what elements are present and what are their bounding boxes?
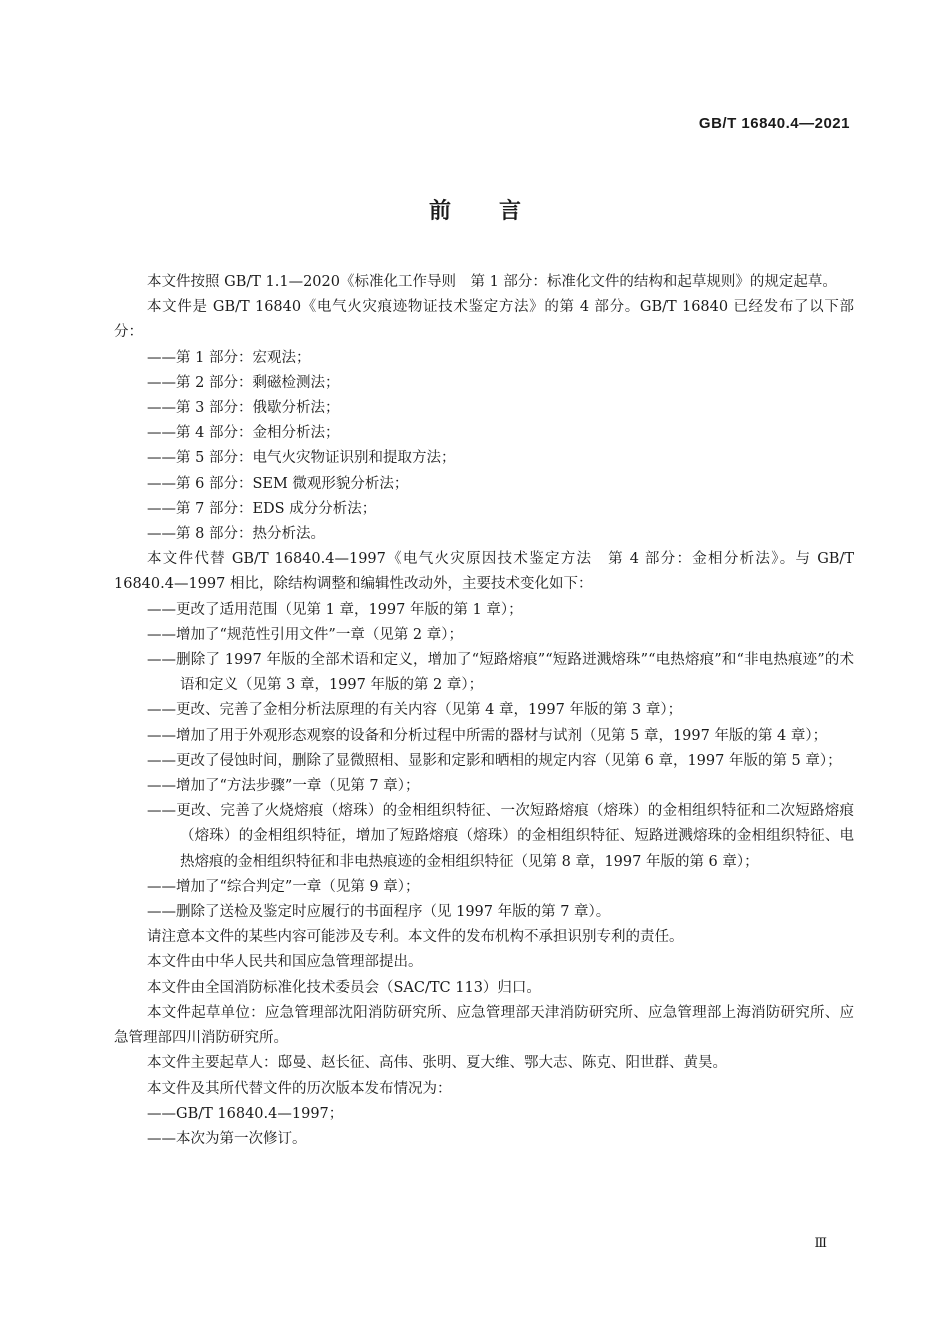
- list-dash: ——: [147, 904, 176, 921]
- paragraph: [114, 1077, 854, 1102]
- paragraph-text: 增加了用于外观形态观察的设备和分析过程中所需的器材与试剂（见第 5 章，1997 年版的第 4 章）；: [176, 727, 828, 744]
- paragraph-text: 第 8 部分：热分析法。: [176, 526, 325, 543]
- list-dash: ——: [147, 626, 176, 643]
- paragraph-text: 第 6 部分：SEM 微观形貌分析法；: [176, 475, 409, 492]
- list-dash: ——: [147, 601, 176, 618]
- list-item: [114, 421, 854, 446]
- list-item: [114, 774, 854, 799]
- paragraph-text: 第 3 部分：俄歇分析法；: [176, 400, 340, 417]
- list-dash: ——: [147, 803, 176, 820]
- paragraph-text: 第 5 部分：电气火灾物证识别和提取方法；: [176, 450, 456, 467]
- paragraph-text: 本文件及其所代替文件的历次版本发布情况为：: [147, 1080, 452, 1097]
- list-dash: ——: [147, 778, 176, 795]
- page-number: Ⅲ: [814, 1236, 826, 1251]
- paragraph: [114, 1051, 854, 1076]
- list-dash: ——: [147, 500, 176, 517]
- list-item: [114, 346, 854, 371]
- list-item: [114, 900, 854, 925]
- list-item: [114, 749, 854, 774]
- list-dash: ——: [147, 702, 176, 719]
- list-dash: ——: [147, 526, 176, 543]
- paragraph-text: 第 2 部分：剩磁检测法；: [176, 374, 340, 391]
- list-dash: ——: [147, 425, 176, 442]
- list-dash: ——: [147, 878, 176, 895]
- list-item: [114, 472, 854, 497]
- list-dash: ——: [147, 1105, 176, 1122]
- list-item: [114, 648, 854, 698]
- list-item: [114, 371, 854, 396]
- paragraph-text: 本文件按照 GB/T 1.1—2020《标准化工作导则 第 1 部分：标准化文件的结构和起草规则》的规定起草。: [147, 274, 837, 290]
- page-title: 前言: [428, 199, 569, 224]
- paragraph-text: 本文件代替 GB/T 16840.4—1997《电气火灾原因技术鉴定方法 第 4 部分：金相分析法》。与 GB/T 16840.4—1997 相比，除结构调整和编辑性改动外，主要技术变化如下：: [114, 551, 854, 593]
- paragraph-text: 增加了“综合判定”一章（见第 9 章）；: [176, 878, 420, 895]
- list-dash: ——: [147, 349, 176, 366]
- standard-code: GB/T 16840.4—2021: [698, 115, 850, 132]
- paragraph-text: 增加了“规范性引用文件”一章（见第 2 章）；: [176, 626, 464, 643]
- paragraph: [114, 270, 854, 295]
- list-item: [114, 799, 854, 875]
- list-item: [114, 698, 854, 723]
- paragraph-text: 更改、完善了火烧熔痕（熔珠）的金相组织特征、一次短路熔痕（熔珠）的金相组织特征和二次短路熔痕（熔珠）的金相组织特征，增加了短路熔痕（熔珠）的金相组织特征、短路迸溅熔珠的金相组织特征、电热熔痕的金相组织特征和非电热痕迹的金相组织特征（见第 8 章，1997 年版的第 6 章）；: [176, 803, 854, 870]
- list-dash: ——: [147, 374, 176, 391]
- list-item: [114, 522, 854, 547]
- foreword-body: [114, 270, 854, 1152]
- paragraph-text: 删除了 1997 年版的全部术语和定义，增加了“短路熔痕”“短路迸溅熔珠”“电热熔痕”和“非电热痕迹”的术语和定义（见第 3 章，1997 年版的第 2 章）；: [176, 652, 854, 694]
- list-dash: ——: [147, 652, 176, 669]
- paragraph-text: 更改了侵蚀时间，删除了显微照相、显影和定影和晒相的规定内容（见第 6 章，1997 年版的第 5 章）；: [176, 752, 842, 769]
- paragraph: [114, 295, 854, 345]
- list-item: [114, 875, 854, 900]
- paragraph: [114, 547, 854, 597]
- list-item: [114, 623, 854, 648]
- list-dash: ——: [147, 1130, 176, 1147]
- paragraph-text: 删除了送检及鉴定时应履行的书面程序（见 1997 年版的第 7 章）。: [176, 904, 611, 921]
- list-dash: ——: [147, 475, 176, 492]
- paragraph-text: 本文件是 GB/T 16840《电气火灾痕迹物证技术鉴定方法》的第 4 部分。GB/T 16840 已经发布了以下部分：: [114, 299, 854, 341]
- list-dash: ——: [147, 400, 176, 417]
- list-item: [114, 396, 854, 421]
- list-item: [114, 1102, 854, 1127]
- paragraph-text: 请注意本文件的某些内容可能涉及专利。本文件的发布机构不承担识别专利的责任。: [147, 929, 684, 946]
- paragraph-text: 更改了适用范围（见第 1 章，1997 年版的第 1 章）；: [176, 601, 523, 618]
- list-item: [114, 598, 854, 623]
- list-item: [114, 1127, 854, 1152]
- list-dash: ——: [147, 727, 176, 744]
- paragraph: [114, 1001, 854, 1051]
- list-dash: ——: [147, 752, 176, 769]
- paragraph-text: 第 1 部分：宏观法；: [176, 349, 311, 366]
- paragraph-text: 第 7 部分：EDS 成分分析法；: [176, 500, 377, 517]
- paragraph-text: 增加了“方法步骤”一章（见第 7 章）；: [176, 778, 420, 795]
- list-item: [114, 497, 854, 522]
- paragraph: [114, 976, 854, 1001]
- paragraph-text: 本文件主要起草人：邸曼、赵长征、高伟、张明、夏大维、鄂大志、陈克、阳世群、黄昊。: [147, 1055, 727, 1072]
- paragraph-text: 本次为第一次修订。: [176, 1130, 307, 1147]
- paragraph-text: GB/T 16840.4—1997；: [176, 1105, 344, 1122]
- paragraph-text: 本文件由全国消防标准化技术委员会（SAC/TC 113）归口。: [147, 979, 541, 996]
- list-dash: ——: [147, 450, 176, 467]
- list-item: [114, 446, 854, 471]
- paragraph-text: 本文件由中华人民共和国应急管理部提出。: [147, 954, 423, 971]
- paragraph: [114, 925, 854, 950]
- paragraph-text: 本文件起草单位：应急管理部沈阳消防研究所、应急管理部天津消防研究所、应急管理部上海消防研究所、应急管理部四川消防研究所。: [114, 1004, 854, 1047]
- paragraph-text: 第 4 部分：金相分析法；: [176, 425, 340, 442]
- paragraph: [114, 950, 854, 975]
- paragraph-text: 更改、完善了金相分析法原理的有关内容（见第 4 章，1997 年版的第 3 章）；: [176, 702, 683, 719]
- list-item: [114, 724, 854, 749]
